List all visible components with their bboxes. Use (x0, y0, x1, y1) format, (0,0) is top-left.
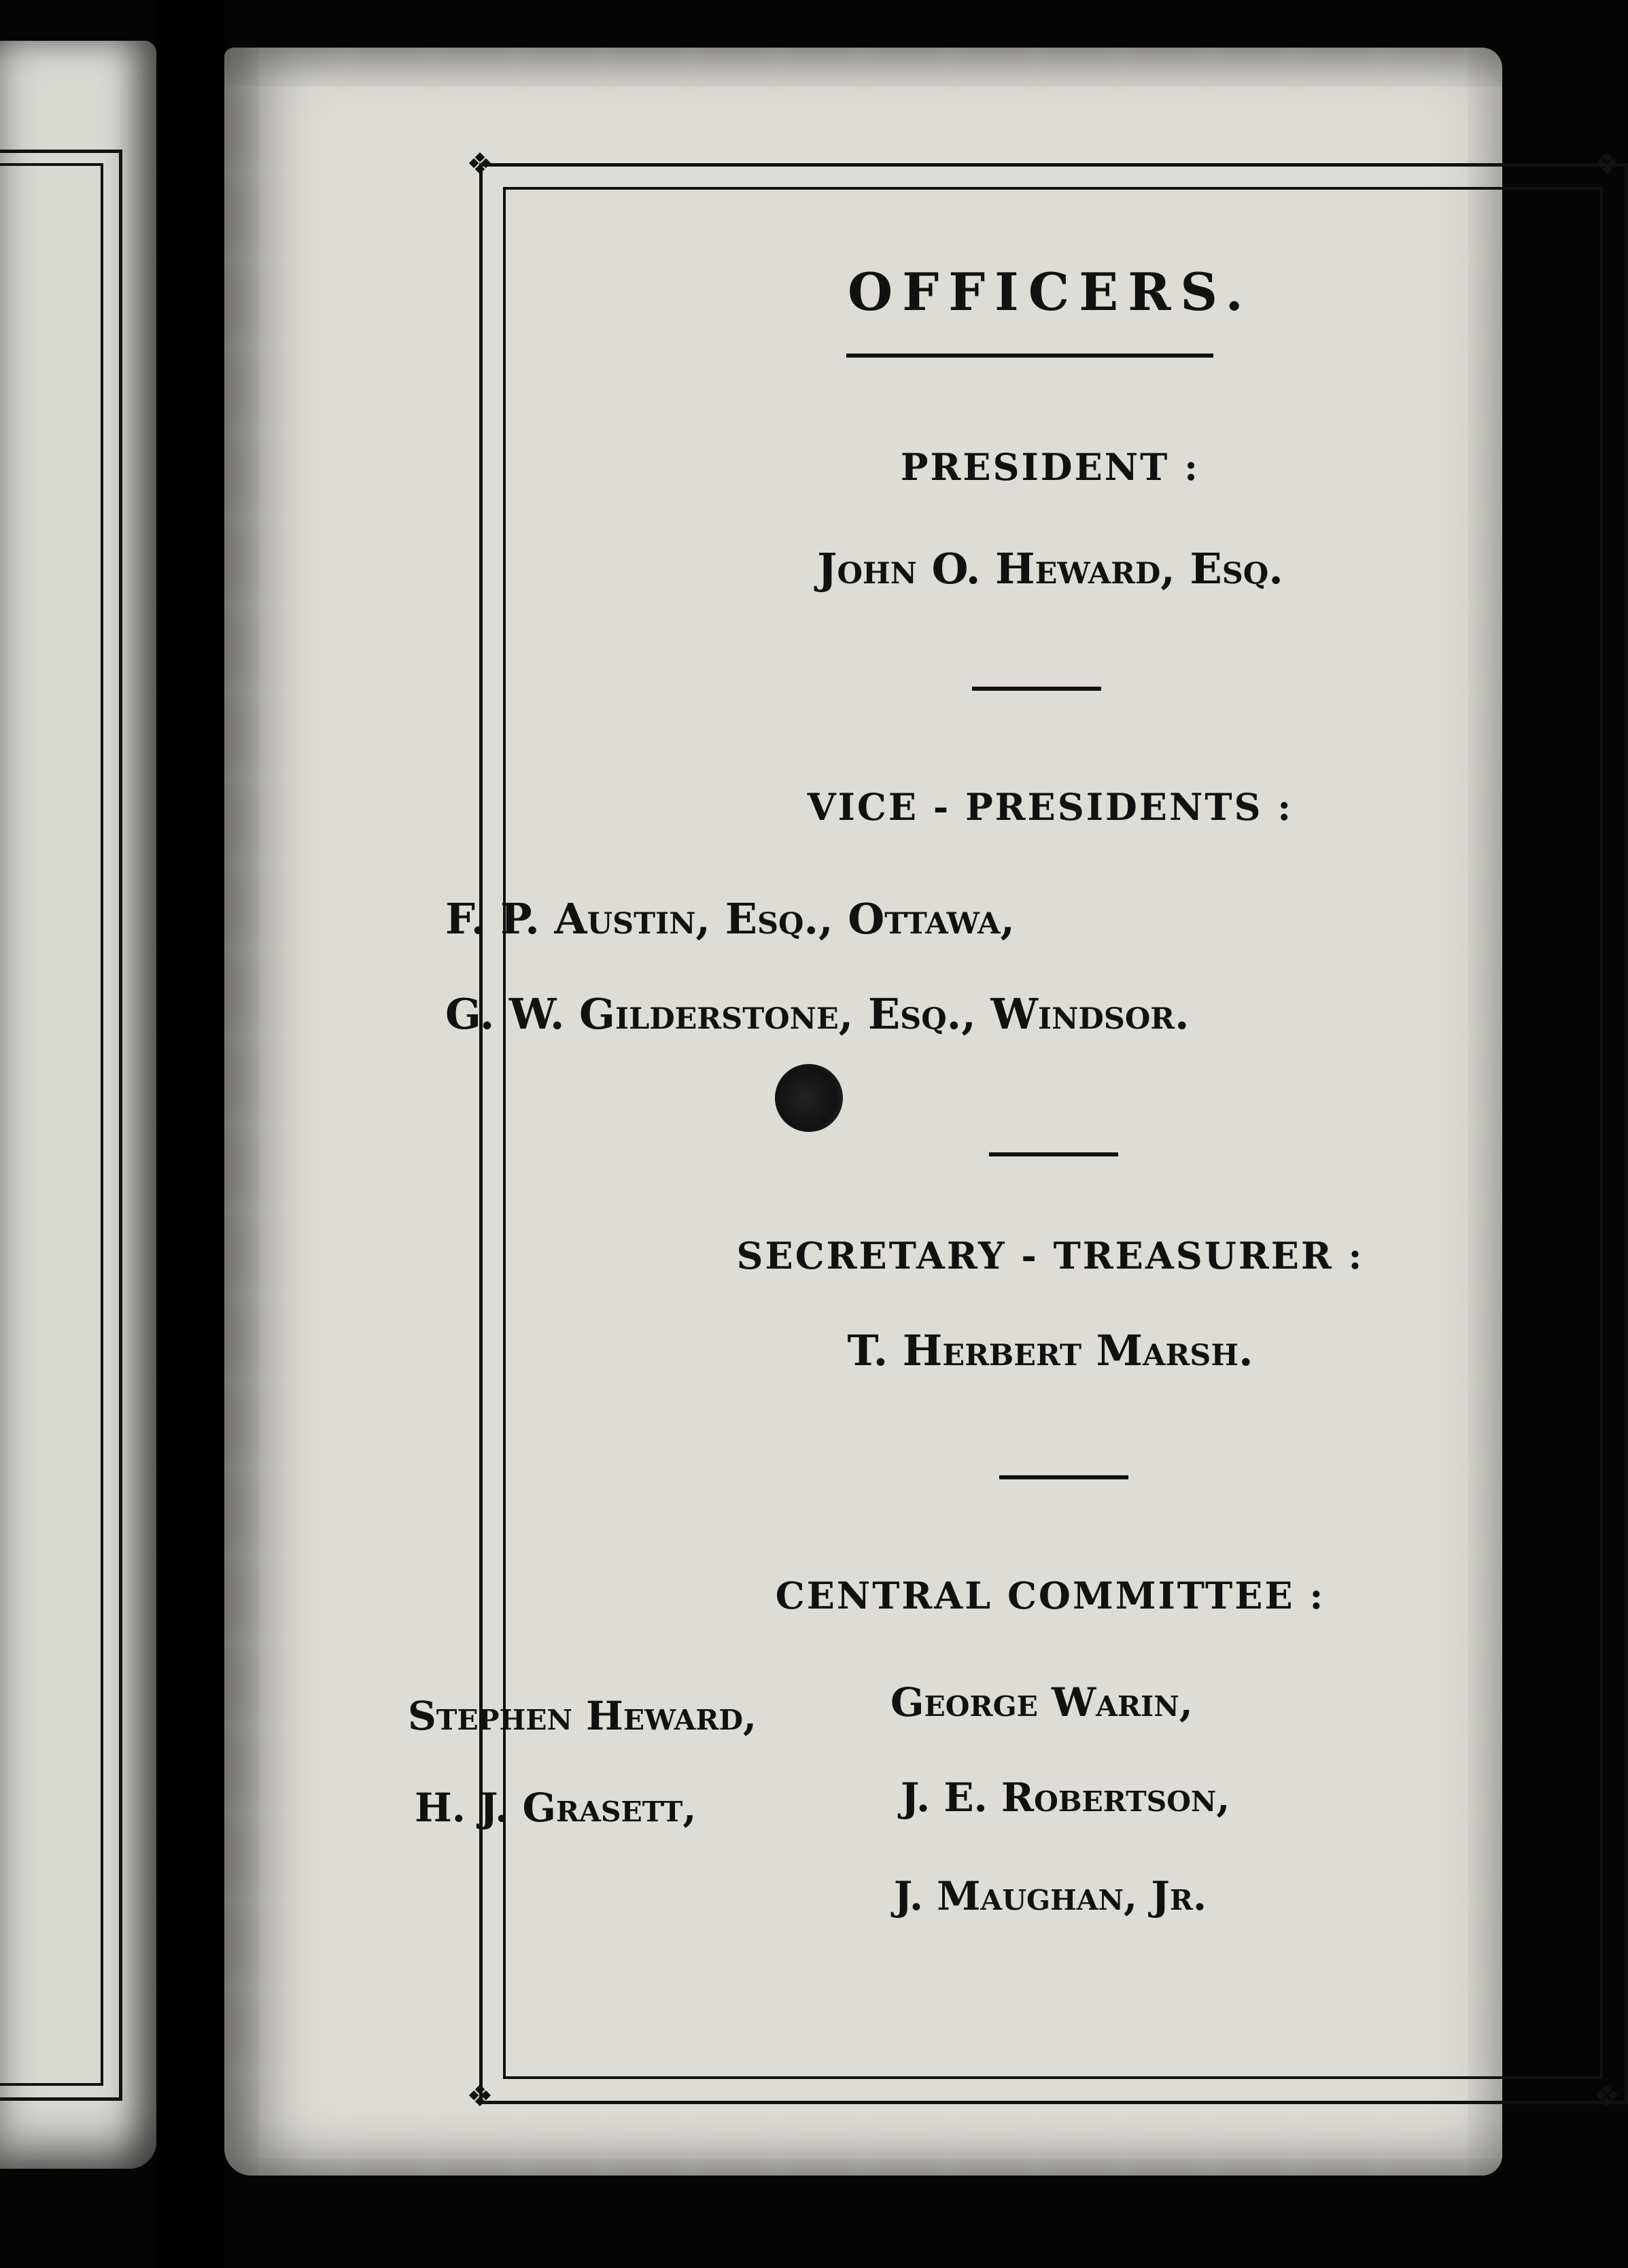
title-rule (846, 354, 1213, 358)
president-name: John O. Heward, Esq. (817, 544, 1283, 594)
officers-content (408, 187, 1597, 2074)
vice-president-name: G. W. Gilderstone, Esq., Windsor. (445, 989, 1190, 1039)
book-gutter (156, 0, 224, 2268)
president-heading: PRESIDENT : (900, 445, 1200, 489)
committee-member: J. Maughan, Jr. (893, 1873, 1207, 1919)
vice-presidents-heading: VICE - PRESIDENTS : (807, 785, 1294, 829)
central-committee-heading: CENTRAL COMMITTEE : (775, 1574, 1326, 1617)
secretary-treasurer-heading: SECRETARY - TREASURER : (736, 1234, 1364, 1277)
corner-ornament-icon: ❖ (466, 2079, 493, 2114)
facing-page (0, 41, 156, 2169)
section-rule (972, 687, 1101, 691)
committee-member: J. E. Robertson, (901, 1774, 1230, 1821)
ink-blot (775, 1064, 843, 1132)
secretary-treasurer-name: T. Herbert Marsh. (847, 1326, 1253, 1375)
facing-page-border-inner (0, 163, 103, 2086)
page-title: OFFICERS. (848, 262, 1253, 322)
committee-member: George Warin, (890, 1679, 1193, 1725)
corner-ornament-icon: ❖ (466, 147, 493, 182)
corner-ornament-icon: ❖ (1593, 2079, 1621, 2114)
committee-member: Stephen Heward, (408, 1693, 757, 1739)
committee-member: H. J. Grasett, (415, 1785, 697, 1831)
section-rule (999, 1475, 1128, 1479)
section-rule (989, 1152, 1118, 1156)
corner-ornament-icon: ❖ (1593, 147, 1621, 182)
vice-president-name: F. P. Austin, Esq., Ottawa, (445, 894, 1016, 944)
